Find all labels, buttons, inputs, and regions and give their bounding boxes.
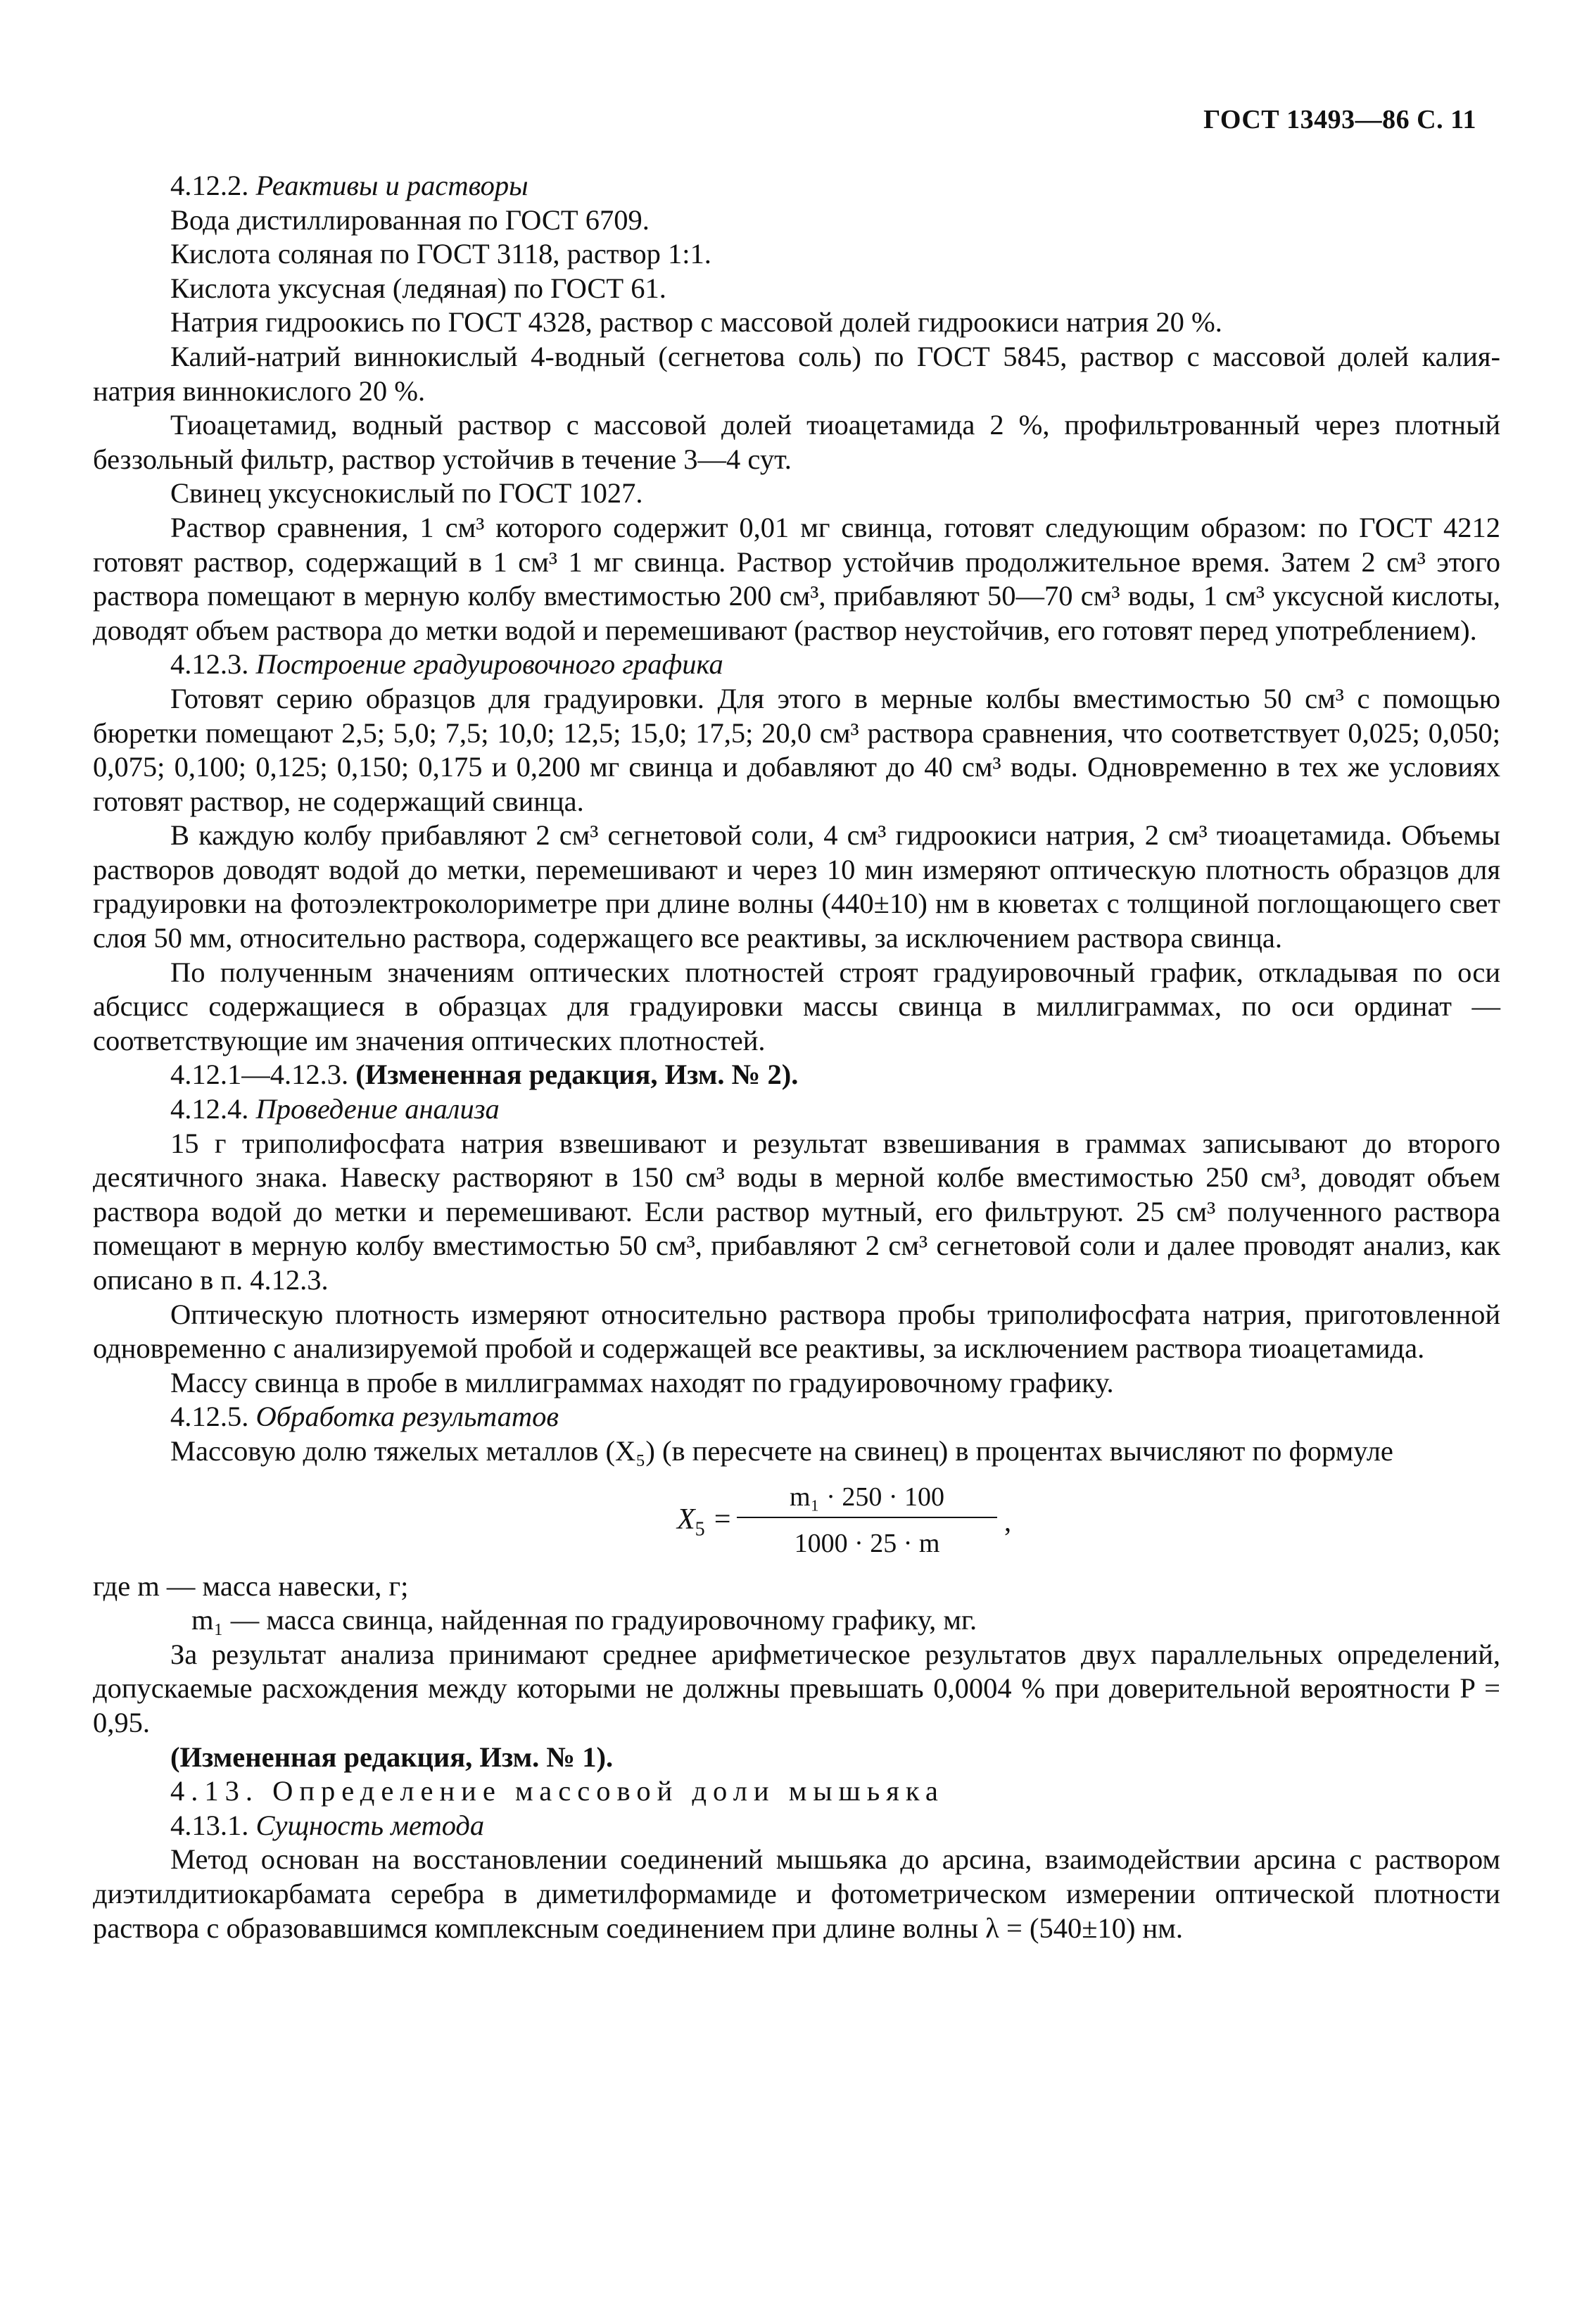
section-heading-4-13-1 bbox=[93, 1809, 1500, 1843]
reference-solution-paragraph: Раствор сравнения, 1 см³ которого содержит 0,01 мг свинца, готовят следующим образом: по ГОСТ 4212 готовят раствор, содержащий в 1 см³ 1 мг свинца. Раствор устойчив продолжительное время. Затем 2 см³ этого раствора помещают в мерную колбу вместимостью 200 см³, прибавляют 50—70 см³ воды, 1 см³ уксусной кислоты, доводят объем раствора до метки водой и перемешивают (раствор неустойчив, его готовят перед употреблением). bbox=[93, 511, 1500, 646]
formula-subscript: 5 bbox=[695, 1517, 705, 1540]
amendment-reference: 4.12.1—4.12.3. bbox=[170, 1059, 349, 1091]
heading-title: Сущность метода bbox=[255, 1809, 485, 1841]
formula-lhs bbox=[677, 1503, 733, 1547]
reagent-salt-paragraph: Калий-натрий виннокислый 4-водный (сегнетова соль) по ГОСТ 5845, раствор с массовой долей калия-натрия виннокислого 20 %. bbox=[93, 340, 1500, 407]
section-heading-4-12-5 bbox=[93, 1400, 1500, 1434]
reagent-item: Свинец уксуснокислый по ГОСТ 1027. bbox=[170, 477, 643, 510]
heading-number: 4.12.3. bbox=[170, 648, 249, 681]
page-header: ГОСТ 13493—86 С. 11 bbox=[1203, 105, 1476, 134]
heading-number: 4.12.4. bbox=[170, 1093, 249, 1125]
heading-number: 4.13.1. bbox=[170, 1809, 249, 1841]
calibration-paragraph-1: Готовят серию образцов для градуировки. Для этого в мерные колбы вместимостью 50 см³ с помощью бюретки помещают 2,5; 5,0; 7,5; 10,0; 12,5; 15,0; 17,5; 20,0 см³ раствора сравнения, что соответствует 0,025; 0,050; 0,075; 0,100; 0,125; 0,150; 0,175 и 0,200 мг свинца и добавляют до 40 см³ воды. Одновременно в тех же условиях готовят раствор, не содержащий свинца. bbox=[93, 682, 1500, 817]
heading-number: 4.12.5. bbox=[170, 1401, 249, 1433]
formula-numerator: m₁ · 250 · 100 bbox=[737, 1480, 997, 1519]
amendment-text: (Измененная редакция, Изм. № 2). bbox=[355, 1059, 799, 1091]
method-essence-paragraph: Метод основан на восстановлении соединений мышьяка до арсина, взаимодействии арсина с раствором диэтилдитиокарбамата серебра в диметилформамиде и фотометрическом измерении оптической плотности раствора с образовавшимся комплексным соединением при длине волны λ = (540±10) нм. bbox=[93, 1843, 1500, 1944]
reagent-thioacetamide-paragraph: Тиоацетамид, водный раствор с массовой долей тиоацетамида 2 %, профильтрованный через плотный беззольный фильтр, раствор устойчив в течение 3—4 сут. bbox=[93, 409, 1500, 475]
calibration-paragraph-3: По полученным значениям оптических плотностей строят градуировочный график, откладывая по оси абсцисс содержащиеся в образцах для градуировки массы свинца в миллиграммах, по оси ординат — соответствующие им значения оптических плотностей. bbox=[93, 956, 1500, 1056]
section-heading-4-12-4 bbox=[93, 1092, 1500, 1127]
calibration-paragraph-2: В каждую колбу прибавляют 2 см³ сегнетовой соли, 4 см³ гидроокиси натрия, 2 см³ тиоацетамида. Объемы растворов доводят водой до метки, перемешивают и через 10 мин измеряют оптическую плотность образцов для градуировки на фотоэлектроколориметре при длине волны (440±10) нм в кюветах с толщиной поглощающего свет слоя 50 мм, относительно раствора, содержащего все реактивы, за исключением раствора свинца. bbox=[93, 819, 1500, 954]
heading-title: Обработка результатов bbox=[255, 1401, 559, 1433]
reagent-item: Кислота соляная по ГОСТ 3118, раствор 1:1. bbox=[170, 238, 711, 270]
results-paragraph-1: Массовую долю тяжелых металлов (X₅) (в пересчете на свинец) в процентах вычисляют по формуле bbox=[170, 1434, 1393, 1467]
analysis-paragraph-2: Оптическую плотность измеряют относительно раствора пробы триполифосфата натрия, приготовленной одновременно с анализируемой пробой и содержащей все реактивы, за исключением раствора тиоацетамида. bbox=[93, 1298, 1500, 1365]
document-body bbox=[93, 169, 1500, 1945]
section-heading-4-12-2 bbox=[93, 169, 1500, 203]
formula-denominator: 1000 · 25 · m bbox=[794, 1528, 940, 1558]
heading-title: Проведение анализа bbox=[255, 1093, 500, 1125]
where-clause-2: m₁ — масса свинца, найденная по градуировочному графику, мг. bbox=[191, 1604, 977, 1636]
amendment-note-1: (Измененная редакция, Изм. № 1). bbox=[170, 1741, 614, 1773]
formula-equals: = bbox=[704, 1503, 733, 1536]
analysis-paragraph-1: 15 г триполифосфата натрия взвешивают и результат взвешивания в граммах записывают до второго десятичного знака. Навеску растворяют в 150 см³ воды в мерной колбе вместимостью 250 см³, доводят объем раствора водой до метки и перемешивают. Если раствор мутный, его фильтруют. 25 см³ полученного раствора помещают в мерную колбу вместимостью 50 см³, прибавляют 2 см³ сегнетовой соли и далее проводят анализ, как описано в п. 4.12.3. bbox=[93, 1127, 1500, 1296]
formula-x5 bbox=[93, 1473, 1500, 1568]
section-heading-4-13: 4.13. Определение массовой доли мышьяка bbox=[170, 1775, 944, 1807]
heading-number: 4.12.2. bbox=[170, 170, 249, 201]
heading-title: Реактивы и растворы bbox=[255, 170, 528, 201]
analysis-paragraph-3: Массу свинца в пробе в миллиграммах находят по градуировочному графику. bbox=[170, 1366, 1114, 1398]
reagent-item: Кислота уксусная (ледяная) по ГОСТ 61. bbox=[170, 272, 666, 304]
reagent-item: Вода дистиллированная по ГОСТ 6709. bbox=[170, 203, 650, 236]
formula-comma: , bbox=[1004, 1505, 1011, 1537]
amendment-note-2 bbox=[93, 1058, 1500, 1092]
where-clause-1: где m — масса навески, г; bbox=[93, 1570, 409, 1602]
reagent-item: Натрия гидроокись по ГОСТ 4328, раствор с массовой долей гидроокиси натрия 20 %. bbox=[170, 306, 1222, 339]
results-paragraph-2: За результат анализа принимают среднее арифметическое результатов двух параллельных определений, допускаемые расхождения между которыми не должны превышать 0,0004 % при доверительной вероятности P = 0,95. bbox=[93, 1638, 1500, 1738]
formula-variable: X bbox=[677, 1503, 695, 1536]
heading-title: Построение градуировочного графика bbox=[255, 648, 723, 681]
section-heading-4-12-3 bbox=[93, 648, 1500, 682]
